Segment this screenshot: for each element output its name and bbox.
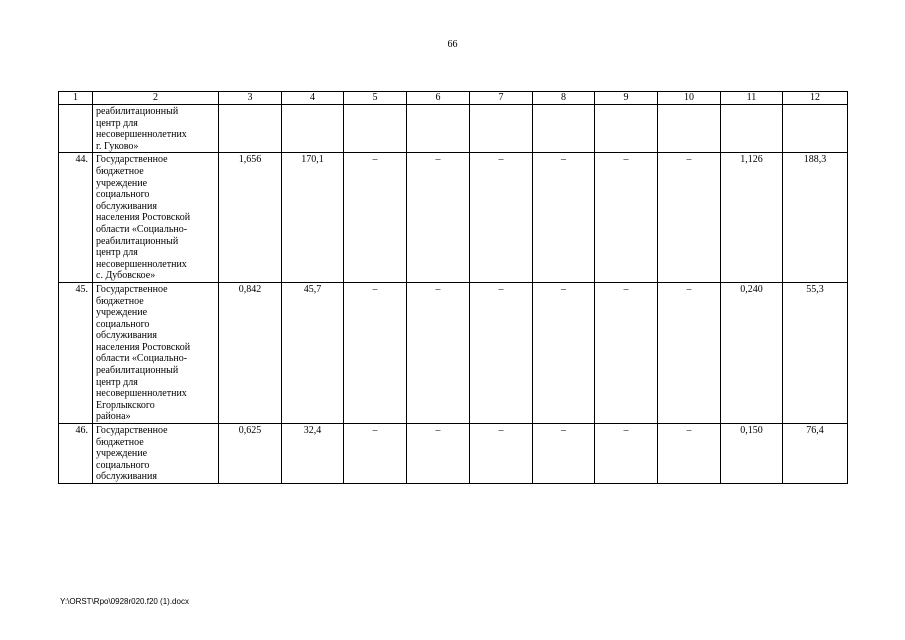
column-header: 1 <box>59 92 93 105</box>
institution-name-line: бюджетное <box>96 295 144 307</box>
institution-name-line: несовершеннолетних <box>96 129 187 141</box>
institution-name-line: с. Дубовское» <box>96 270 156 282</box>
value-cell-c3: 0,842 <box>219 282 282 423</box>
value-cell-c11 <box>721 105 783 153</box>
value-cell-c11: 1,126 <box>721 153 783 283</box>
institution-name-line: реабилитационный <box>96 235 179 247</box>
value-cell-c3 <box>219 105 282 153</box>
value-cell-c8: – <box>533 153 595 283</box>
value-cell-c7: – <box>470 282 533 423</box>
institution-name-line: области «Социально- <box>96 353 188 365</box>
institution-name-line: социального <box>96 459 150 471</box>
institution-name-line: Государственное <box>96 283 168 295</box>
value-cell-c10: – <box>658 424 721 484</box>
institution-name-cell <box>93 424 219 484</box>
value-cell-c8: – <box>533 282 595 423</box>
institution-name-line: населения Ростовской <box>96 212 191 224</box>
value-cell-c12: 188,3 <box>783 153 848 283</box>
institution-name-line: г. Гуково» <box>96 140 139 152</box>
institution-name-line: учреждение <box>96 177 148 189</box>
value-cell-c4: 45,7 <box>282 282 344 423</box>
institution-name-line: бюджетное <box>96 165 144 177</box>
row-number <box>59 105 93 153</box>
institution-name-cell <box>93 153 219 283</box>
institution-name-line: социального <box>96 318 150 330</box>
value-cell-c3: 0,625 <box>219 424 282 484</box>
institution-name-line: Государственное <box>96 425 168 437</box>
value-cell-c4 <box>282 105 344 153</box>
value-cell-c10 <box>658 105 721 153</box>
value-cell-c8: – <box>533 424 595 484</box>
institution-name-line: несовершеннолетних <box>96 258 187 270</box>
institution-name-line: центр для <box>96 247 138 259</box>
institution-name-line: обслуживания <box>96 330 157 342</box>
institution-name-line: района» <box>96 411 131 423</box>
value-cell-c7: – <box>470 153 533 283</box>
value-cell-c7: – <box>470 424 533 484</box>
column-header: 5 <box>344 92 407 105</box>
value-cell-c9: – <box>595 424 658 484</box>
institution-name-line: Государственное <box>96 154 168 166</box>
institution-name-line: учреждение <box>96 448 148 460</box>
institution-name-line: центр для <box>96 117 138 129</box>
institution-name-line: несовершеннолетних <box>96 388 187 400</box>
value-cell-c5: – <box>344 282 407 423</box>
column-header: 10 <box>658 92 721 105</box>
institution-name-line: центр для <box>96 376 138 388</box>
institution-name-line: обслуживания <box>96 200 157 212</box>
institution-name-line: Егорлыкского <box>96 399 155 411</box>
row-number: 44. <box>59 153 93 283</box>
institution-name-line: бюджетное <box>96 436 144 448</box>
institution-name-line: реабилитационный <box>96 106 179 117</box>
table-row <box>59 105 848 153</box>
table-row <box>59 424 848 484</box>
value-cell-c5 <box>344 105 407 153</box>
institution-name-line: обслуживания <box>96 471 157 483</box>
column-header: 11 <box>721 92 783 105</box>
value-cell-c7 <box>470 105 533 153</box>
value-cell-c11: 0,150 <box>721 424 783 484</box>
row-number: 46. <box>59 424 93 484</box>
value-cell-c12 <box>783 105 848 153</box>
value-cell-c6: – <box>407 424 470 484</box>
column-header: 7 <box>470 92 533 105</box>
value-cell-c6: – <box>407 282 470 423</box>
institution-name-line: социального <box>96 189 150 201</box>
value-cell-c9 <box>595 105 658 153</box>
column-header: 8 <box>533 92 595 105</box>
value-cell-c3: 1,656 <box>219 153 282 283</box>
table-header-row <box>59 92 848 105</box>
data-table <box>58 91 848 484</box>
institution-name-line: области «Социально- <box>96 223 188 235</box>
value-cell-c10: – <box>658 153 721 283</box>
institution-name-line: реабилитационный <box>96 365 179 377</box>
value-cell-c12: 55,3 <box>783 282 848 423</box>
value-cell-c4: 32,4 <box>282 424 344 484</box>
table-row <box>59 282 848 423</box>
column-header: 9 <box>595 92 658 105</box>
page-number: 66 <box>447 39 458 50</box>
value-cell-c4: 170,1 <box>282 153 344 283</box>
institution-name-cell <box>93 105 219 153</box>
value-cell-c6 <box>407 105 470 153</box>
column-header: 6 <box>407 92 470 105</box>
column-header: 12 <box>783 92 848 105</box>
value-cell-c5: – <box>344 153 407 283</box>
institution-name-line: населения Ростовской <box>96 341 191 353</box>
value-cell-c8 <box>533 105 595 153</box>
column-header: 2 <box>93 92 219 105</box>
institution-name-cell <box>93 282 219 423</box>
document-path-footer: Y:\ORST\Rpo\0928r020.f20 (1).docx <box>60 597 189 606</box>
value-cell-c11: 0,240 <box>721 282 783 423</box>
row-number: 45. <box>59 282 93 423</box>
value-cell-c5: – <box>344 424 407 484</box>
value-cell-c6: – <box>407 153 470 283</box>
table-row <box>59 153 848 283</box>
value-cell-c9: – <box>595 282 658 423</box>
value-cell-c10: – <box>658 282 721 423</box>
column-header: 4 <box>282 92 344 105</box>
value-cell-c12: 76,4 <box>783 424 848 484</box>
column-header: 3 <box>219 92 282 105</box>
value-cell-c9: – <box>595 153 658 283</box>
institution-name-line: учреждение <box>96 307 148 319</box>
